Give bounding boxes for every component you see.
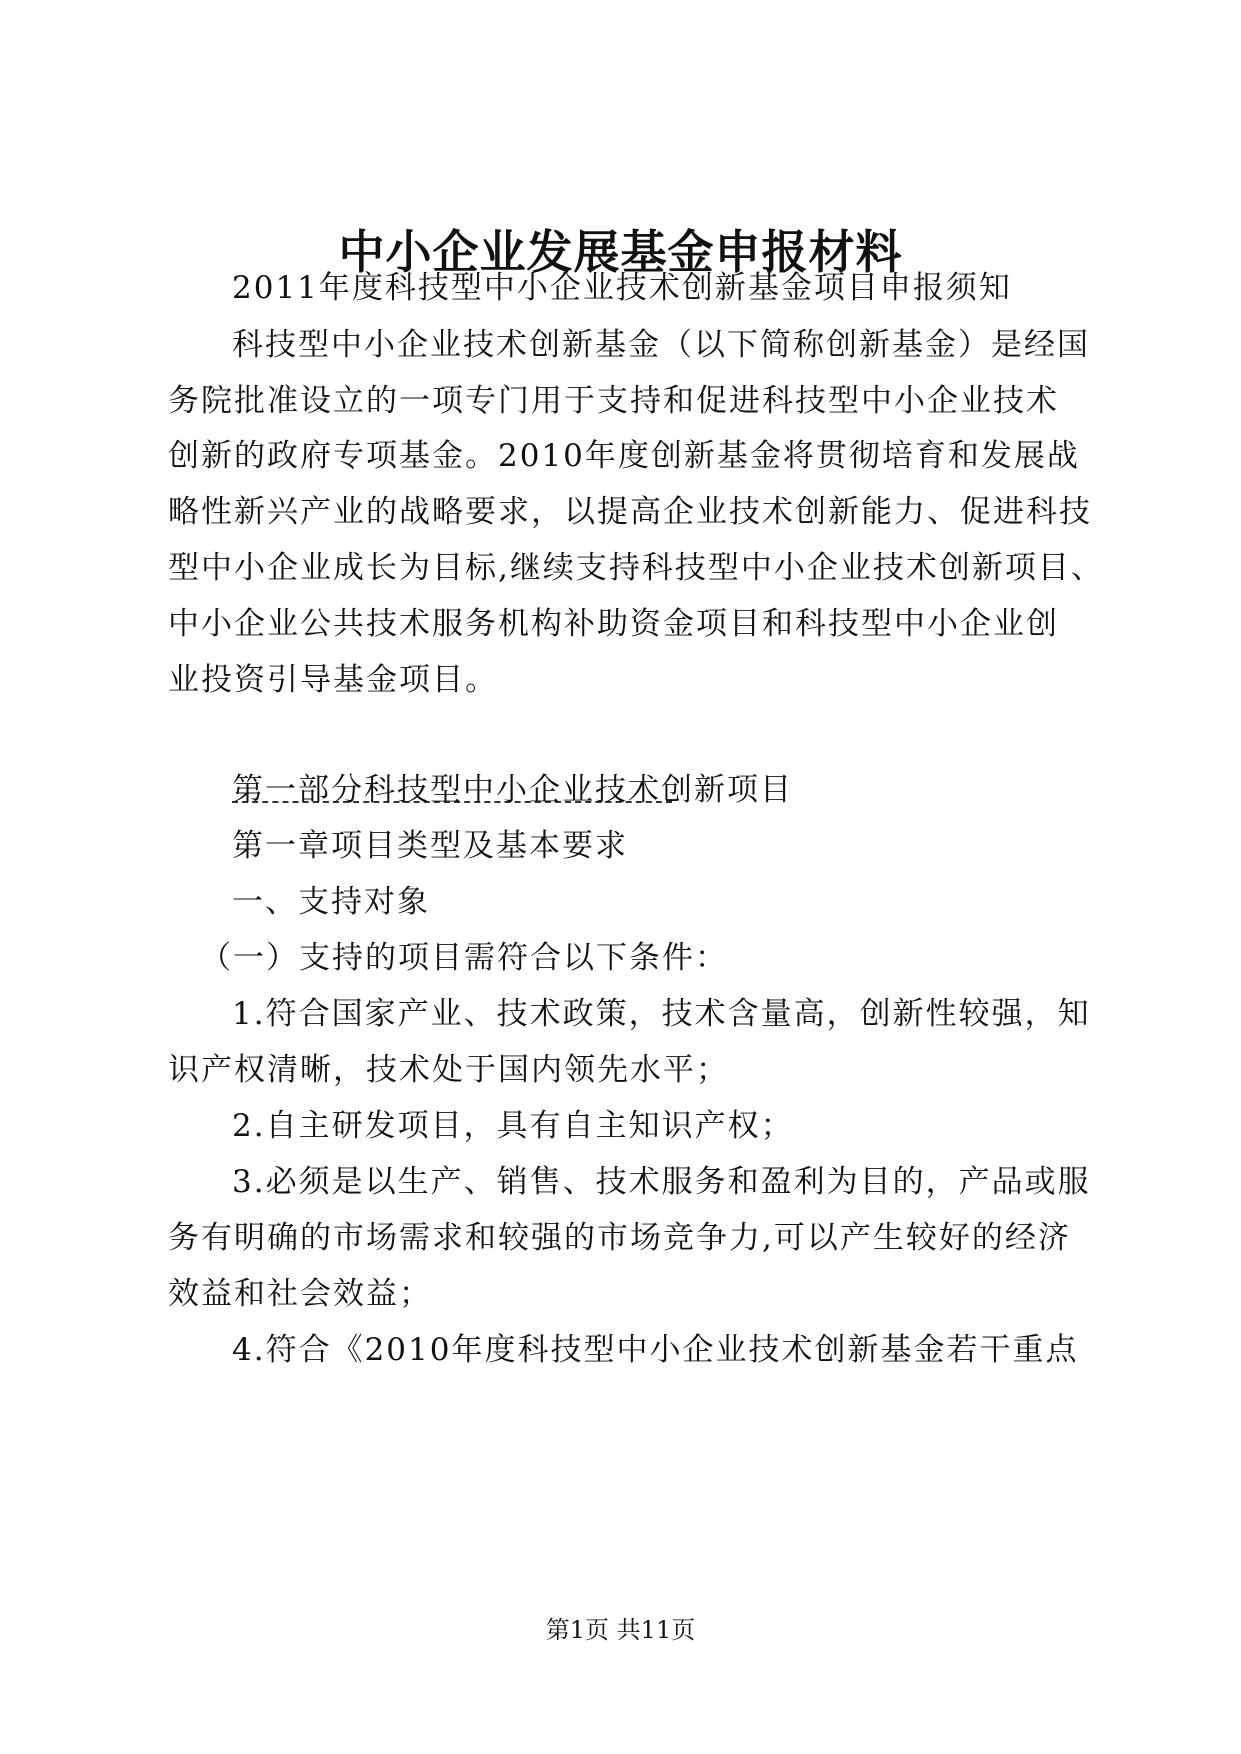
list-item-line: 3.必须是以生产、销售、技术服务和盈利为目的，产品或服	[232, 1164, 1091, 1200]
paragraph-line: 略性新兴产业的战略要求，以提高企业技术创新能力、促进科技	[168, 494, 1092, 530]
section-heading: 一、支持对象	[232, 884, 430, 920]
chapter-heading: 第一章项目类型及基本要求	[232, 828, 628, 864]
subsection-heading: （一）支持的项目需符合以下条件：	[200, 940, 728, 976]
list-item-line: 1.符合国家产业、技术政策，技术含量高，创新性较强，知	[232, 996, 1091, 1032]
paragraph-line: 型中小企业成长为目标,继续支持科技型中小企业技术创新项目、	[168, 550, 1104, 586]
paragraph-line: 科技型中小企业技术创新基金（以下简称创新基金）是经国	[232, 327, 1090, 363]
list-item-line: 务有明确的市场需求和较强的市场竞争力,可以产生较好的经济	[168, 1220, 1071, 1256]
list-item-line: 效益和社会效益；	[168, 1276, 432, 1312]
list-item-line: 4.符合《2010年度科技型中小企业技术创新基金若干重点	[232, 1332, 1079, 1368]
paragraph-line: 务院批准设立的一项专门用于支持和促进科技型中小企业技术	[168, 383, 1059, 419]
list-item-line: 2.自主研发项目，具有自主知识产权；	[232, 1108, 794, 1144]
paragraph-line: 创新的政府专项基金。2010年度创新基金将贯彻培育和发展战	[168, 438, 1080, 474]
notice-heading: 2011年度科技型中小企业技术创新基金项目申报须知	[232, 270, 1012, 306]
paragraph-line: 中小企业公共技术服务机构补助资金项目和科技型中小企业创	[168, 606, 1059, 642]
page-footer: 第1页 共11页	[545, 1616, 696, 1644]
paragraph-line: 业投资引导基金项目。	[168, 662, 498, 698]
list-item-line: 识产权清晰，技术处于国内领先水平；	[168, 1052, 729, 1088]
part-heading: 第一部分科技型中小企业技术创新项目	[232, 772, 793, 808]
document-title: 中小企业发展基金申报材料	[338, 225, 903, 279]
